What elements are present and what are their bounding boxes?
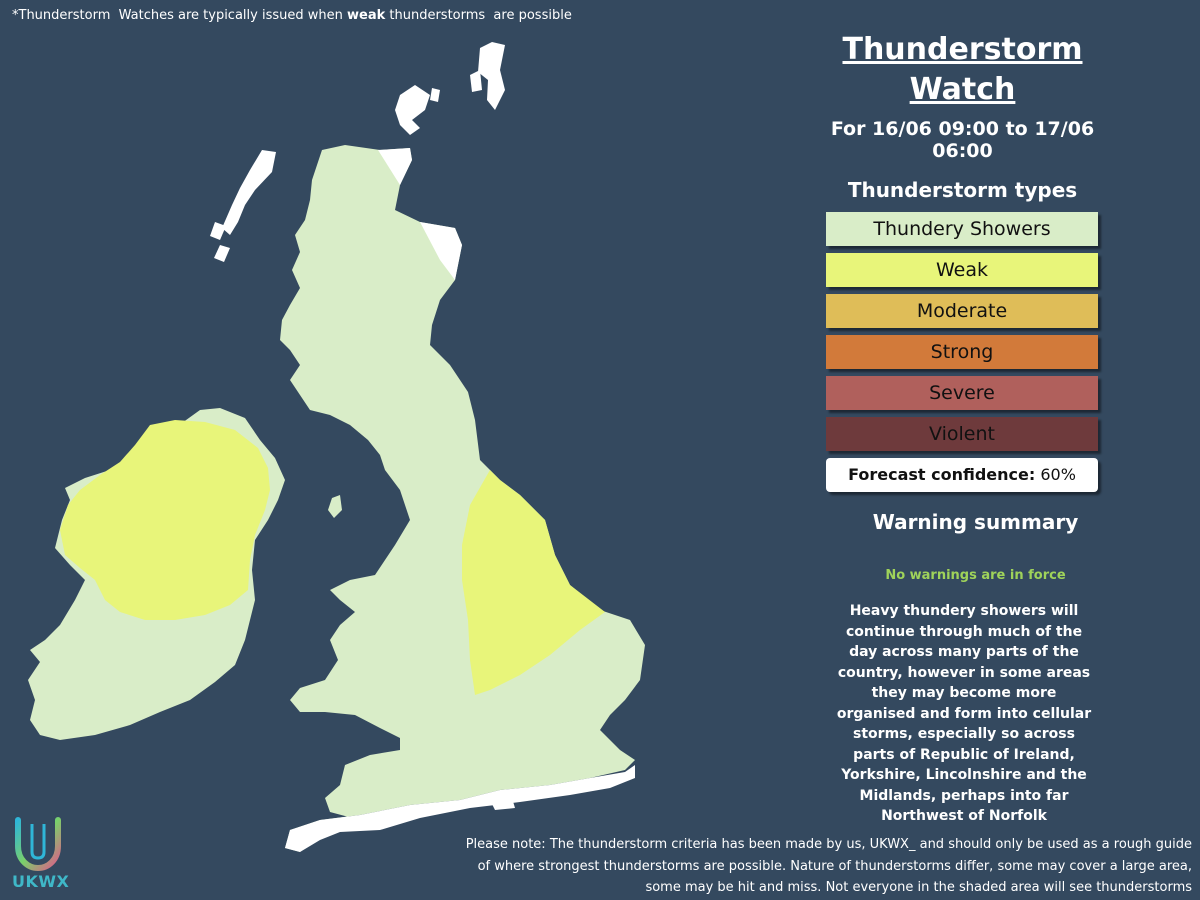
forecast-period: For 16/06 09:00 to 17/06 06:00 [830,118,1095,162]
no-warnings-status: No warnings are in force [885,568,1066,583]
top-note-prefix: *Thunderstorm Watches are typically issued when [12,8,347,23]
legend-item-moderate: Moderate [826,294,1098,328]
legend-item-strong: Strong [826,335,1098,369]
warning-summary-text: Heavy thundery showers will continue through much of the day across many parts of the country, however in some areas they may become more organised and form into cellular storms, especially so across parts of Republic of Ireland, Yorkshire, Lincolnshire and the Midlands, perhaps into far Northwest of Norfolk [836,603,1092,824]
legend-item-weak: Weak [826,253,1098,287]
confidence-label: Forecast confidence: [848,465,1036,484]
outer-hebrides [210,150,276,262]
disclaimer-note: Please note: The thunderstorm criteria has been made by us, UKWX_ and should only be used as a rough guide of where strongest thunderstorms are possible. Nature of thunderstorms differ, some may cover a large area, some may be hit and miss. Not everyone in the shaded area will see thunderstorms [465,837,1192,895]
warning-summary-heading: Warning summary [872,510,1079,534]
legend [800,212,1125,451]
top-note-emphasis: weak [347,8,386,23]
legend-item-violent: Violent [826,417,1098,451]
thunderstorm-types-heading: Thunderstorm types [847,178,1078,202]
top-note-suffix: thunderstorms are possible [385,8,572,23]
legend-item-severe: Severe [826,376,1098,410]
page-title: Thunderstorm Watch [842,32,1083,107]
legend-item-thundery-showers: Thundery Showers [826,212,1098,246]
info-panel [800,30,1125,827]
forecast-confidence [826,458,1098,492]
confidence-value: 60% [1040,465,1076,484]
isle-of-wight [490,798,515,810]
logo-text: UKWX [12,872,70,891]
isle-of-man [328,495,342,518]
northern-isles [395,42,505,135]
